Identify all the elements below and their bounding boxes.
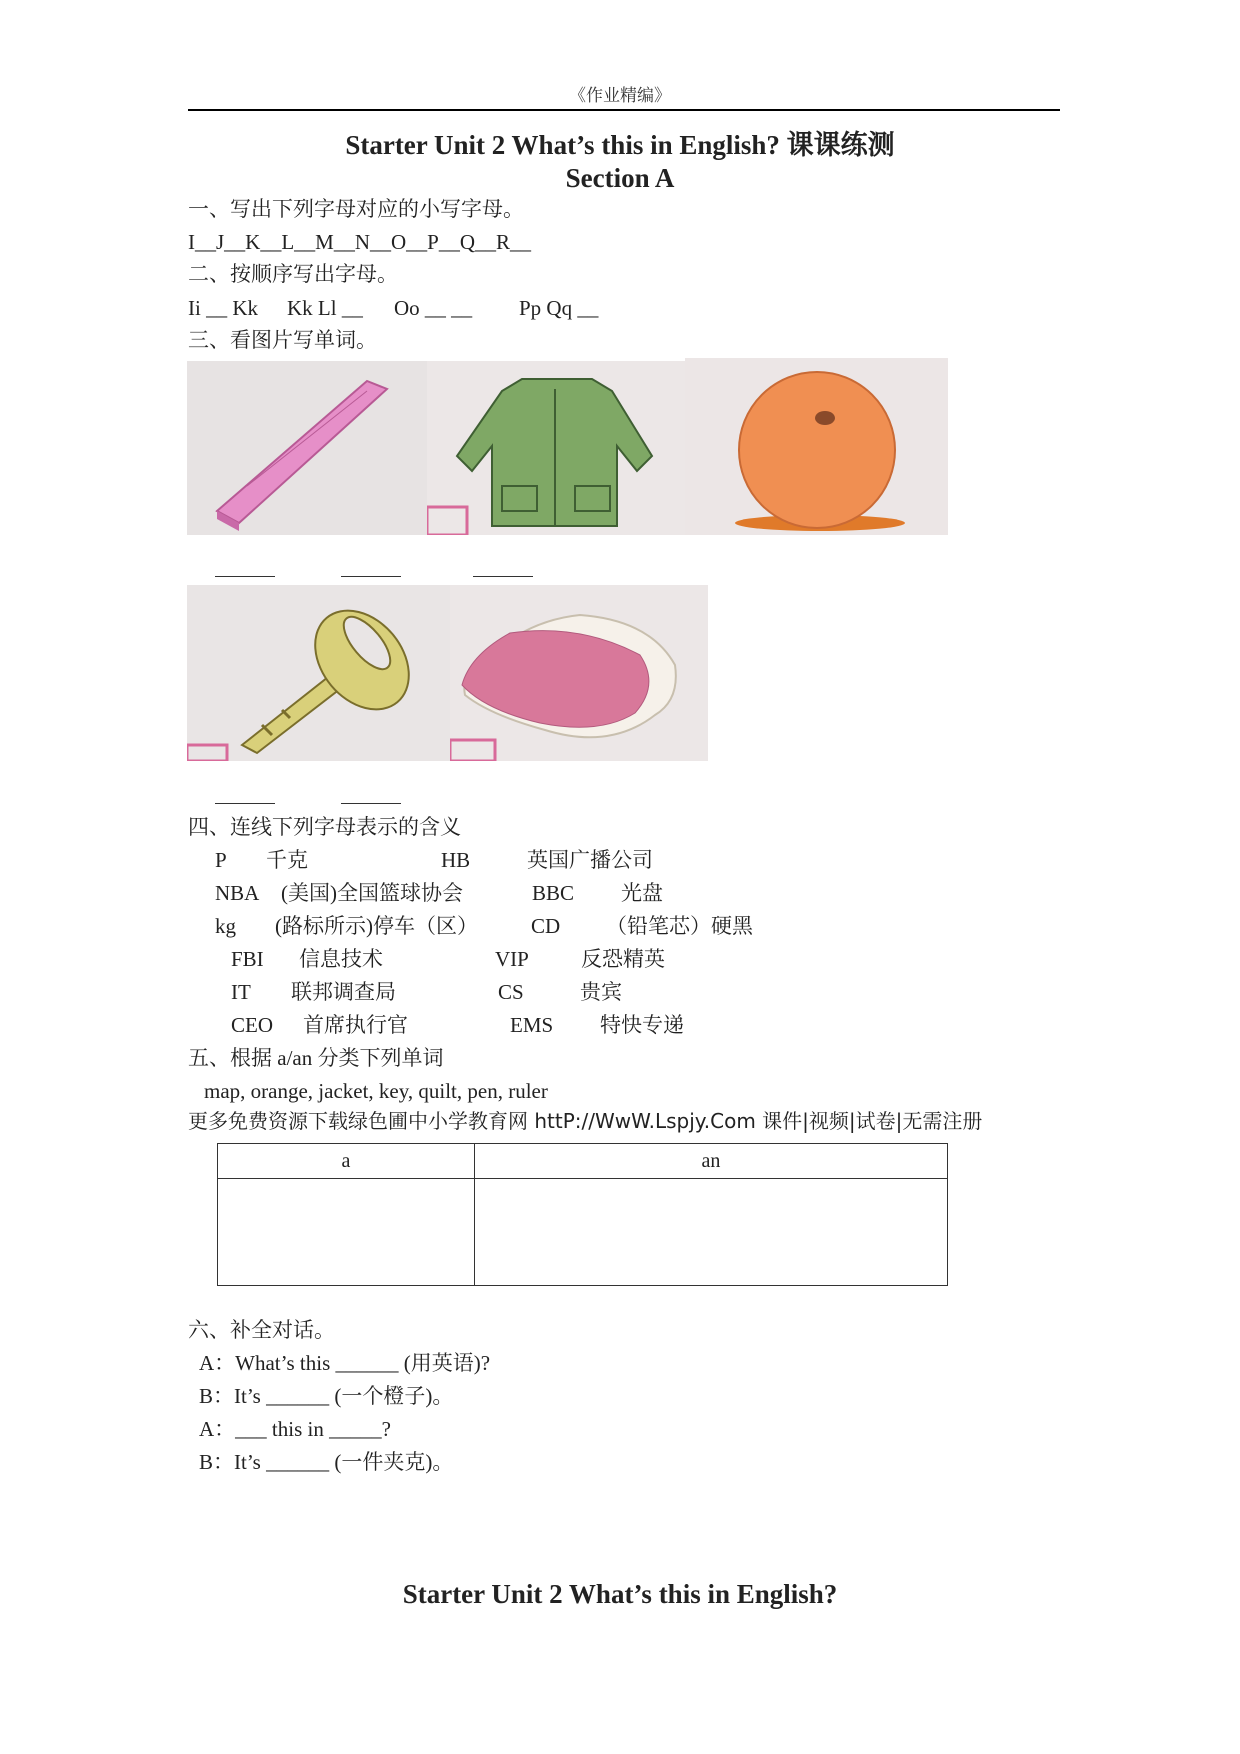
picture-answer-blank xyxy=(473,576,533,577)
answer-cell-an[interactable] xyxy=(474,1179,947,1286)
abbr-left: FBI xyxy=(231,947,264,971)
q4-prompt: 四、连线下列字母表示的含义 xyxy=(188,815,461,839)
answer-cell-a[interactable] xyxy=(218,1179,475,1286)
header-rule xyxy=(188,109,1060,111)
q2-group: Kk Ll __ xyxy=(287,296,363,320)
abbr-right: EMS xyxy=(510,1013,554,1037)
abbr-left: CEO xyxy=(231,1013,273,1037)
picture-answer-blank xyxy=(215,576,275,577)
meaning-left: 联邦调查局 xyxy=(291,980,396,1004)
abbr-right: HB xyxy=(441,848,471,872)
q2-group: Pp Qq __ xyxy=(519,296,599,320)
abbr-right: VIP xyxy=(495,947,529,971)
quilt-picture xyxy=(450,585,708,761)
dialogue-line: A：What’s this ______ (用英语)? xyxy=(199,1351,491,1375)
worksheet-title: Starter Unit 2 What’s this in English? 课课练测 xyxy=(345,130,895,160)
meaning-right: 反恐精英 xyxy=(581,947,665,971)
abbr-right: BBC xyxy=(532,881,575,905)
key-picture xyxy=(187,585,450,761)
q1-prompt: 一、写出下列字母对应的小写字母。 xyxy=(188,197,524,221)
orange-picture xyxy=(685,358,948,535)
meaning-left: 信息技术 xyxy=(299,947,383,971)
meaning-right: 贵宾 xyxy=(580,980,622,1004)
meaning-right: 光盘 xyxy=(621,881,663,905)
abbr-left: IT xyxy=(231,980,251,1004)
jacket-picture xyxy=(427,361,685,535)
dialogue-line: B：It’s ______ (一个橙子)。 xyxy=(199,1384,454,1408)
promo-banner: 更多免费资源下载绿色圃中小学教育网 httP://WwW.Lspjy.Com 课件|视频|试卷|无需注册 xyxy=(188,1109,983,1133)
q3-prompt: 三、看图片写单词。 xyxy=(188,328,377,352)
q2-group: Ii __ Kk xyxy=(188,296,258,320)
abbr-right: CD xyxy=(531,914,561,938)
meaning-left: 首席执行官 xyxy=(303,1013,408,1037)
section-title: Section A xyxy=(565,163,675,193)
meaning-left: 千克 xyxy=(266,848,308,872)
meaning-left: (美国)全国篮球协会 xyxy=(281,881,463,905)
dialogue-line: B：It’s ______ (一件夹克)。 xyxy=(199,1450,454,1474)
q5-word-list: map, orange, jacket, key, quilt, pen, ruler xyxy=(204,1079,548,1103)
abbr-right: CS xyxy=(498,980,524,1004)
q5-prompt: 五、根据 a/an 分类下列单词 xyxy=(188,1046,444,1070)
abbr-left: P xyxy=(215,848,227,872)
meaning-left: (路标所示)停车（区） xyxy=(275,914,478,938)
ruler-picture xyxy=(187,361,427,535)
column-header-a: a xyxy=(218,1144,475,1179)
meaning-right: 特快专递 xyxy=(600,1013,684,1037)
dialogue-line: A：___ this in _____? xyxy=(199,1417,391,1441)
column-header-an: an xyxy=(474,1144,947,1179)
meaning-right: （铅笔芯）硬黑 xyxy=(606,914,753,938)
q2-prompt: 二、按顺序写出字母。 xyxy=(188,262,398,286)
next-page-title: Starter Unit 2 What’s this in English? xyxy=(402,1579,838,1609)
picture-answer-blank xyxy=(341,576,401,577)
classify-table xyxy=(217,1143,948,1286)
abbr-left: NBA xyxy=(215,881,260,905)
page-header: 《作业精编》 xyxy=(569,86,671,105)
q2-group: Oo __ __ xyxy=(394,296,473,320)
q1-letters: I__J__K__L__M__N__O__P__Q__R__ xyxy=(188,230,532,254)
picture-answer-blank xyxy=(215,803,275,804)
abbr-left: kg xyxy=(215,914,236,938)
q6-prompt: 六、补全对话。 xyxy=(188,1318,335,1342)
picture-answer-blank xyxy=(341,803,401,804)
meaning-right: 英国广播公司 xyxy=(527,848,653,872)
